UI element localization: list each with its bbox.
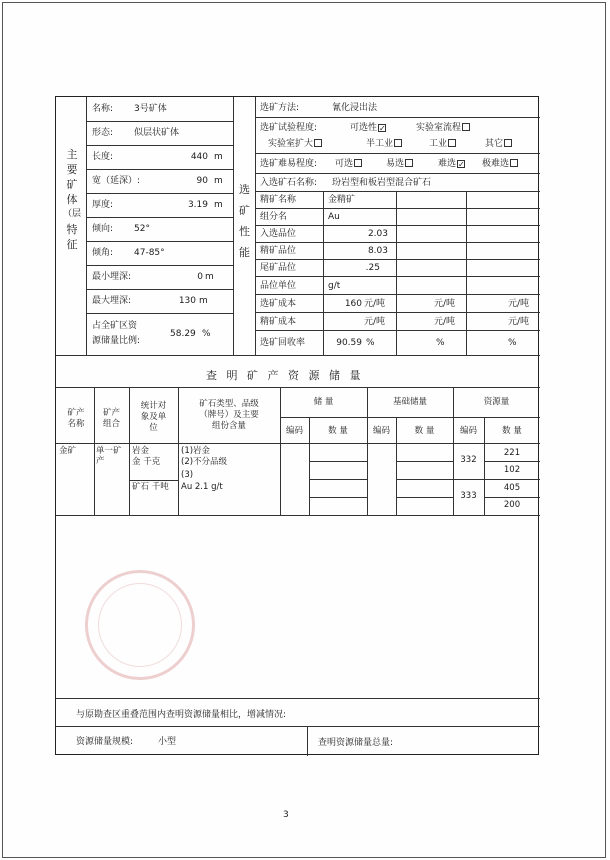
reserve-section-title: 查 明 矿 产 资 源 储 量: [206, 369, 364, 382]
checkbox-industrial[interactable]: 工业: [429, 138, 456, 150]
ore-body-vertical-title: 主 要 矿 体 （层 特 征: [62, 148, 81, 251]
checkbox-lab-expand[interactable]: 实验室扩大: [268, 138, 322, 150]
beneficiation-vertical-title: 选 矿 性 能: [239, 183, 250, 259]
checkbox-semi-industrial[interactable]: 半工业: [366, 138, 402, 150]
checkbox-lab-process[interactable]: 实验室流程: [416, 122, 470, 134]
page-number: 3: [283, 810, 289, 820]
comparison-note: 与原勘查区重叠范围内查明资源储量相比，增减情况:: [76, 710, 287, 720]
checkbox-easy-dressing[interactable]: 可选: [335, 158, 362, 170]
checkbox-feasibility[interactable]: 可选性 ✓: [350, 123, 386, 133]
mineral-info-form: 主 要 矿 体 （层 特 征 名称: 3号矿体 形态: 似层状矿体 长度: 440 m 宽（延深）: 90 m 厚度: 3.19 m 倾向: 52° 倾角: 47-85° 最小埋深: 0 m 最大埋深: 130 m 占全矿区资 源储量比例: 58.29 % 选 矿 性 能 选矿方法: 氰化浸出法 选矿试验程度: 可选性 ✓ 实验室流程 实验室扩大 半工业 工业 其它 选矿难易程度: 可选 易选 难选 ✓ 极难选 入选矿石名称: 玢岩型和板岩型混合矿石 精矿名称 金精矿 组分名 Au 入选品位 2.03 精矿品位 8.03 尾矿品位 .25 品位单位 g/t 选矿成本 160 元/吨 元/吨 元/吨 精矿成本 元/吨 元/吨 元/吨 选矿回收率 90.59 % % % 查 明 矿 产 资 源 储 量 矿产 名称 矿产 组合 统计对 象及单 位 矿石类型、品级 （牌号）及主要 组份含量 储 量 基础储量 资源量 编码 数 量 编码 数 量 编码 数 量 金矿 单一矿 产 岩金 金 千克 矿石 千吨 (1)岩金 (2)不分品级 (3) Au 2.1 g/t 332 221 102 333 405 200 与原勘查区重叠范围内查明资源储量相比，增减情况: 资源储量规模: 小型 查明资源储量总量:: [55, 96, 539, 755]
checkbox-hard[interactable]: 难选 ✓: [438, 159, 465, 169]
checkbox-other[interactable]: 其它: [485, 138, 512, 150]
checkbox-very-easy[interactable]: 易选: [386, 158, 413, 170]
checkbox-very-hard[interactable]: 极难选: [482, 158, 518, 170]
